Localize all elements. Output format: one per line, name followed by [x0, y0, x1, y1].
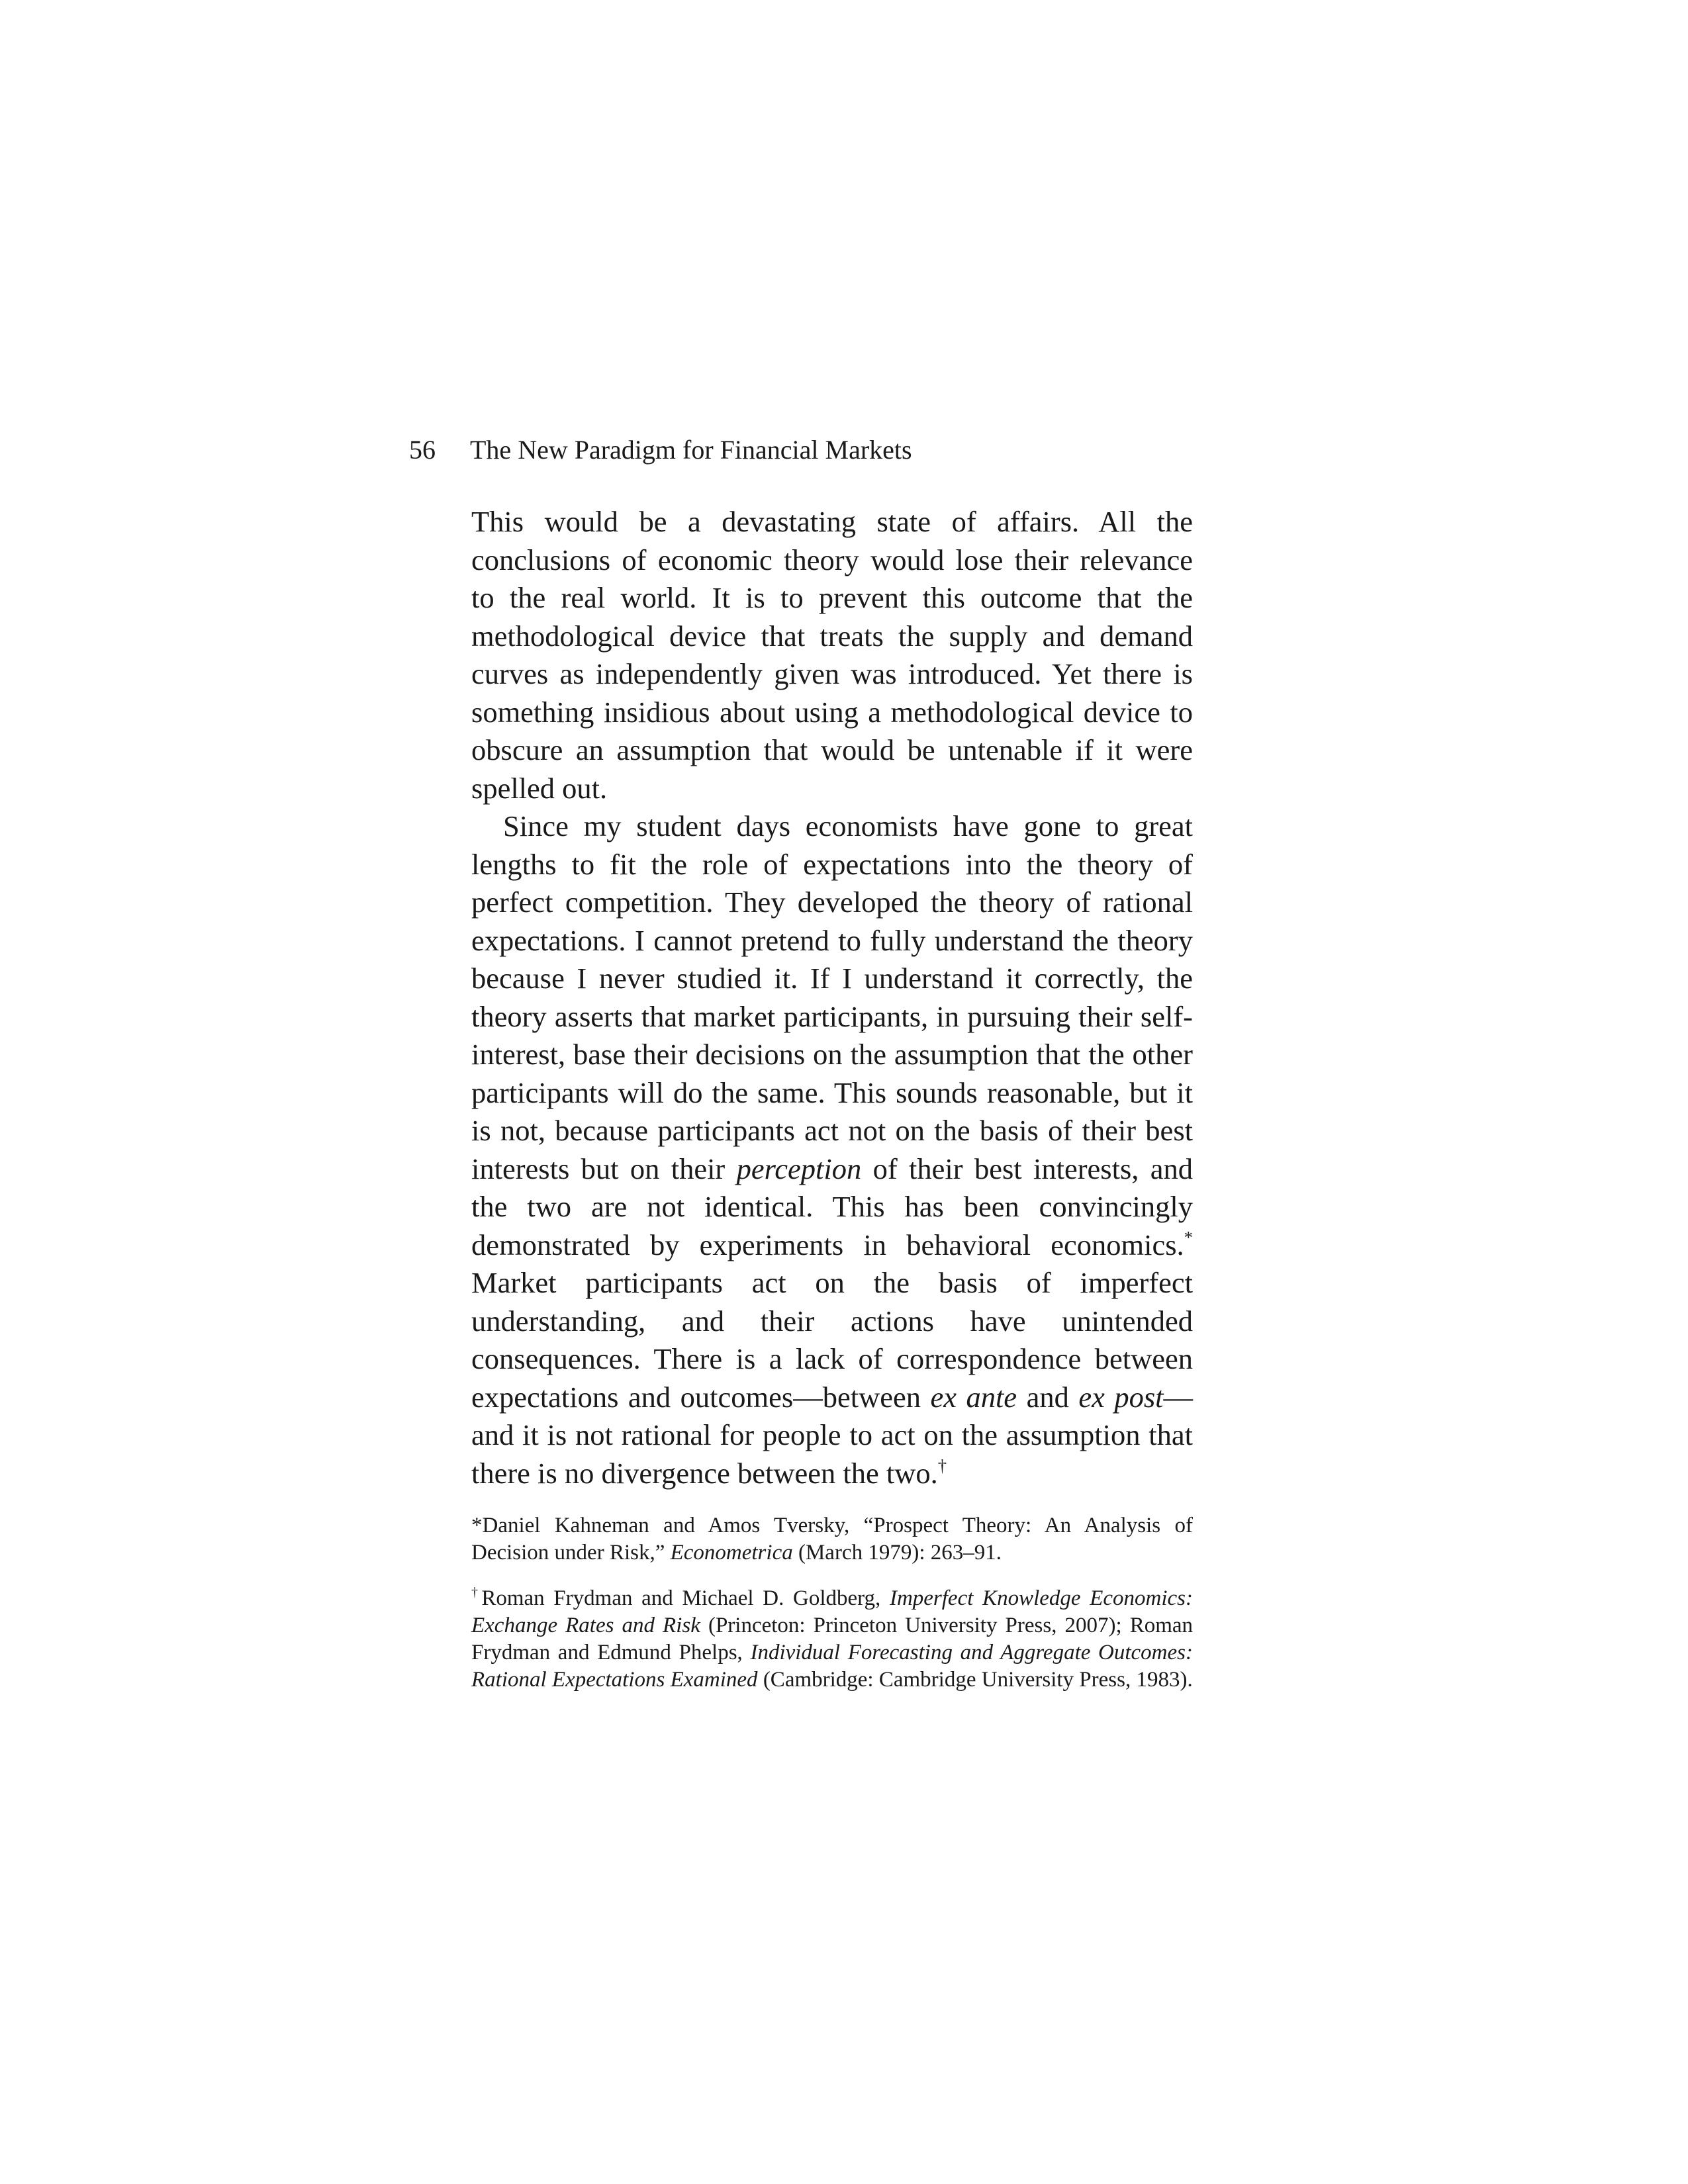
running-title: The New Paradigm for Financial Markets	[470, 435, 912, 465]
footnote-1-text-1: Daniel Kahneman and Amos Tversky, “Prospect Theory: An Analysis of Decision under Risk,”	[471, 1514, 1193, 1565]
body-text	[471, 503, 1193, 1492]
paragraph-2-text-1: Since my student days economists have gone to great lengths to fit the role of expectations into the theory of perfect competition. They developed the theory of rational expectations. I cannot pretend to fully understand the theory because I never studied it. If I understand it correctly, the theory asserts that market participants, in pursuing their self-interest, base their decisions on the assumption that the other participants will do the same. This sounds reasonable, but it is not, because participants act not on the basis of their best interests but on their	[471, 809, 1193, 1185]
footnote-2	[471, 1585, 1193, 1694]
paragraph-1: This would be a devastating state of affairs. All the conclusions of economic theory would lose their relevance to the real world. It is to prevent this outcome that the methodological device that treats the supply and demand curves as independently given was introduced. Yet there is something insidious about using a methodological device to obscure an assumption that would be untenable if it were spelled out.	[471, 505, 1193, 805]
footnote-1-text-2: (March 1979): 263–91.	[798, 1541, 1002, 1565]
footnote-2-text-2: (Princeton: Princeton University Press, 2007); Roman Frydman and Edmund Phelps,	[471, 1614, 1194, 1664]
paragraph-2	[471, 807, 1193, 1492]
paragraph-2-text-2: of their best interests, and the two are not identical. This has been convincingly demonstrated by experiments in behavioral economics.	[471, 1152, 1194, 1261]
paragraph-2-text-4: and	[1026, 1380, 1069, 1414]
paragraph-2-text-3: Market participants act on the basis of imperfect understanding, and their actions have unintended consequences. There is a lack of correspondence between expectations and outcomes—between	[471, 1266, 1193, 1414]
footnote-2-title-1: Imperfect Knowledge Economics: Exchange Rates and Risk	[471, 1586, 1193, 1637]
emphasis-ex-post: ex post	[1078, 1380, 1164, 1414]
footnote-2-title-2: Individual Forecasting and Aggregate Outcomes: Rational Expectations Examined	[471, 1641, 1193, 1692]
footnote-1-marker: *	[471, 1514, 483, 1537]
footnote-1-journal: Econometrica	[670, 1541, 793, 1565]
text-block	[471, 503, 1193, 1712]
footnote-ref-2: †	[937, 1455, 947, 1476]
footnote-2-marker: †	[471, 1585, 482, 1600]
running-head	[409, 432, 1203, 469]
emphasis-perception: perception	[736, 1152, 862, 1185]
footnote-1	[471, 1512, 1193, 1567]
page-number: 56	[409, 435, 436, 465]
emphasis-ex-ante: ex ante	[930, 1380, 1017, 1414]
footnote-2-text-1: Roman Frydman and Michael D. Goldberg,	[481, 1586, 881, 1610]
footnote-ref-1: *	[1184, 1227, 1193, 1248]
footnote-2-text-3: (Cambridge: Cambridge University Press, 1983).	[763, 1668, 1193, 1692]
footnotes	[471, 1512, 1193, 1694]
paragraph-2-text-5: —and it is not rational for people to act on the assumption that there is no divergence between the two.	[471, 1380, 1194, 1490]
